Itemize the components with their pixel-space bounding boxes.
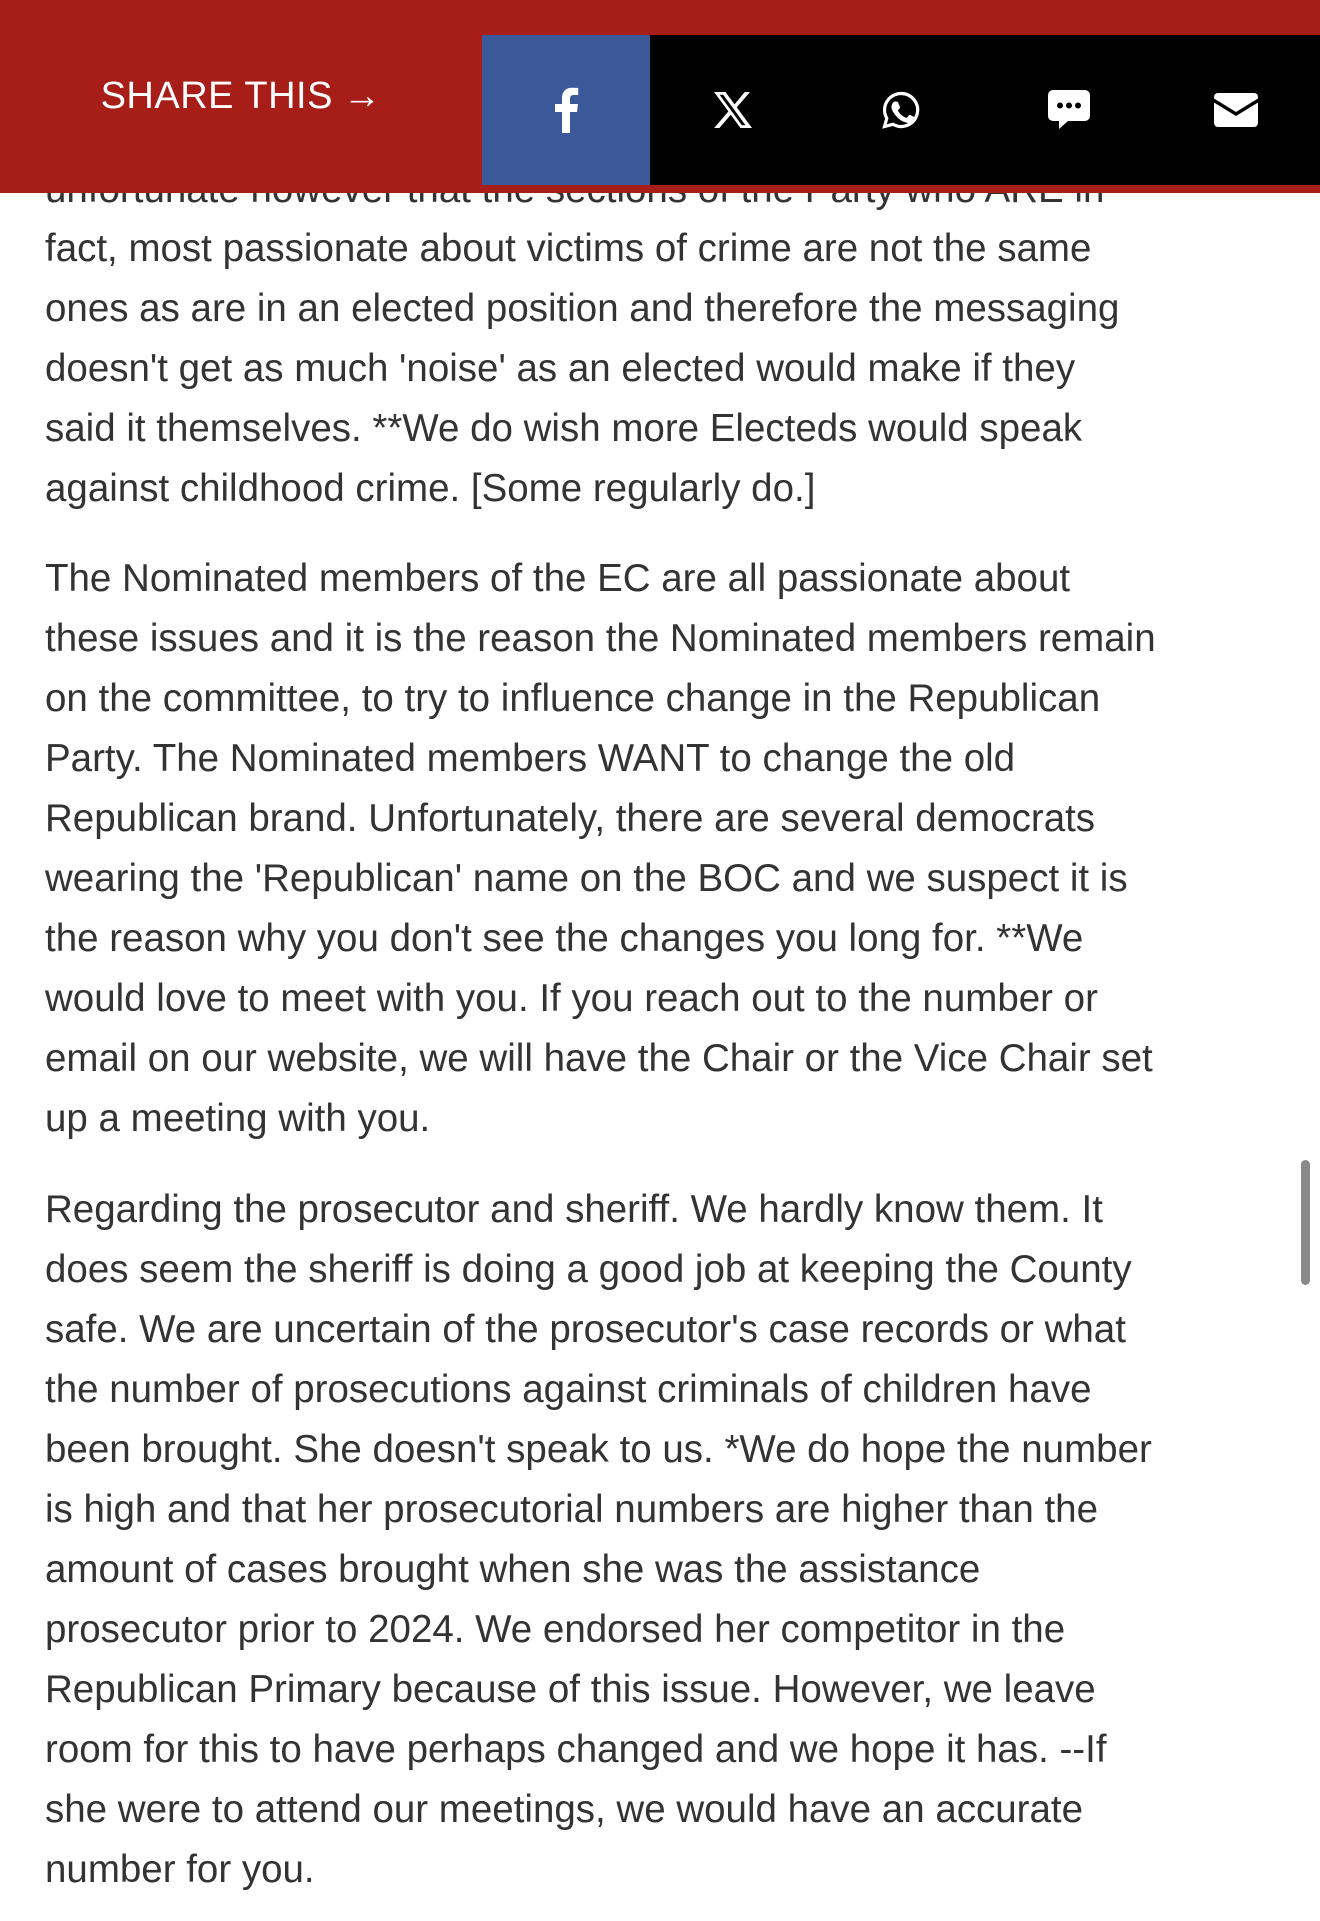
text-line: against childhood crime. [Some regularly do.] bbox=[45, 467, 816, 510]
text-line: the reason why you don't see the changes you long for. **We bbox=[45, 917, 1084, 960]
text-line: fact, most passionate about victims of crime are not the same bbox=[45, 227, 1092, 270]
text-line: doesn't get as much 'noise' as an elected would make if they bbox=[45, 347, 1076, 390]
text-line: the number of prosecutions against criminals of children have bbox=[45, 1368, 1092, 1411]
text-line: would love to meet with you. If you reach out to the number or bbox=[45, 977, 1098, 1020]
text-line: said it themselves. **We do wish more Electeds would speak bbox=[45, 407, 1083, 450]
text-line: wearing the 'Republican' name on the BOC and we suspect it is bbox=[45, 857, 1128, 900]
text-line: ones as are in an elected position and therefore the messaging bbox=[45, 287, 1120, 330]
text-line: she were to attend our meetings, we would have an accurate bbox=[45, 1788, 1083, 1831]
share-bar bbox=[0, 0, 1320, 193]
text-line: Regarding the prosecutor and sheriff. We hardly know them. It bbox=[45, 1188, 1103, 1231]
text-line: prosecutor prior to 2024. We endorsed her competitor in the bbox=[45, 1608, 1066, 1651]
text-line: number for you. bbox=[45, 1848, 315, 1891]
share-this-label[interactable] bbox=[0, 0, 482, 193]
share-buttons bbox=[482, 35, 1320, 185]
message-icon bbox=[1048, 90, 1090, 130]
text-line: on the committee, to try to influence change in the Republican bbox=[45, 677, 1101, 720]
share-email-button[interactable] bbox=[1152, 35, 1320, 185]
text-line: Republican brand. Unfortunately, there are several democrats bbox=[45, 797, 1096, 840]
text-line: email on our website, we will have the Chair or the Vice Chair set bbox=[45, 1037, 1153, 1080]
text-line: amount of cases brought when she was the assistance bbox=[45, 1548, 981, 1591]
text-line: safe. We are uncertain of the prosecutor's case records or what bbox=[45, 1308, 1126, 1351]
text-line: been brought. She doesn't speak to us. *We do hope the number bbox=[45, 1428, 1152, 1471]
share-facebook-button[interactable] bbox=[482, 35, 650, 185]
text-line: these issues and it is the reason the Nominated members remain bbox=[45, 617, 1156, 660]
text-line: does seem the sheriff is doing a good job at keeping the County bbox=[45, 1248, 1132, 1291]
text-line: Republican Primary because of this issue. However, we leave bbox=[45, 1668, 1096, 1711]
share-label-text: SHARE THIS bbox=[100, 75, 333, 117]
arrow-right-icon: → bbox=[342, 75, 382, 117]
article-paragraph bbox=[45, 219, 1285, 519]
article-paragraph bbox=[45, 549, 1285, 1149]
text-line: room for this to have perhaps changed and we hope it has. --If bbox=[45, 1728, 1107, 1771]
share-whatsapp-button[interactable] bbox=[817, 35, 985, 185]
text-line: up a meeting with you. bbox=[45, 1097, 431, 1140]
share-sms-button[interactable] bbox=[985, 35, 1153, 185]
text-line: Party. The Nominated members WANT to change the old bbox=[45, 737, 1016, 780]
article-paragraph bbox=[45, 1180, 1285, 1900]
whatsapp-icon bbox=[881, 90, 921, 130]
facebook-icon bbox=[553, 87, 579, 133]
scrollbar-thumb[interactable] bbox=[1301, 1160, 1310, 1285]
x-icon bbox=[714, 92, 752, 128]
text-line: The Nominated members of the EC are all passionate about bbox=[45, 557, 1071, 600]
envelope-icon bbox=[1214, 93, 1258, 127]
share-x-button[interactable] bbox=[650, 35, 818, 185]
text-line: is high and that her prosecutorial numbers are higher than the bbox=[45, 1488, 1098, 1531]
